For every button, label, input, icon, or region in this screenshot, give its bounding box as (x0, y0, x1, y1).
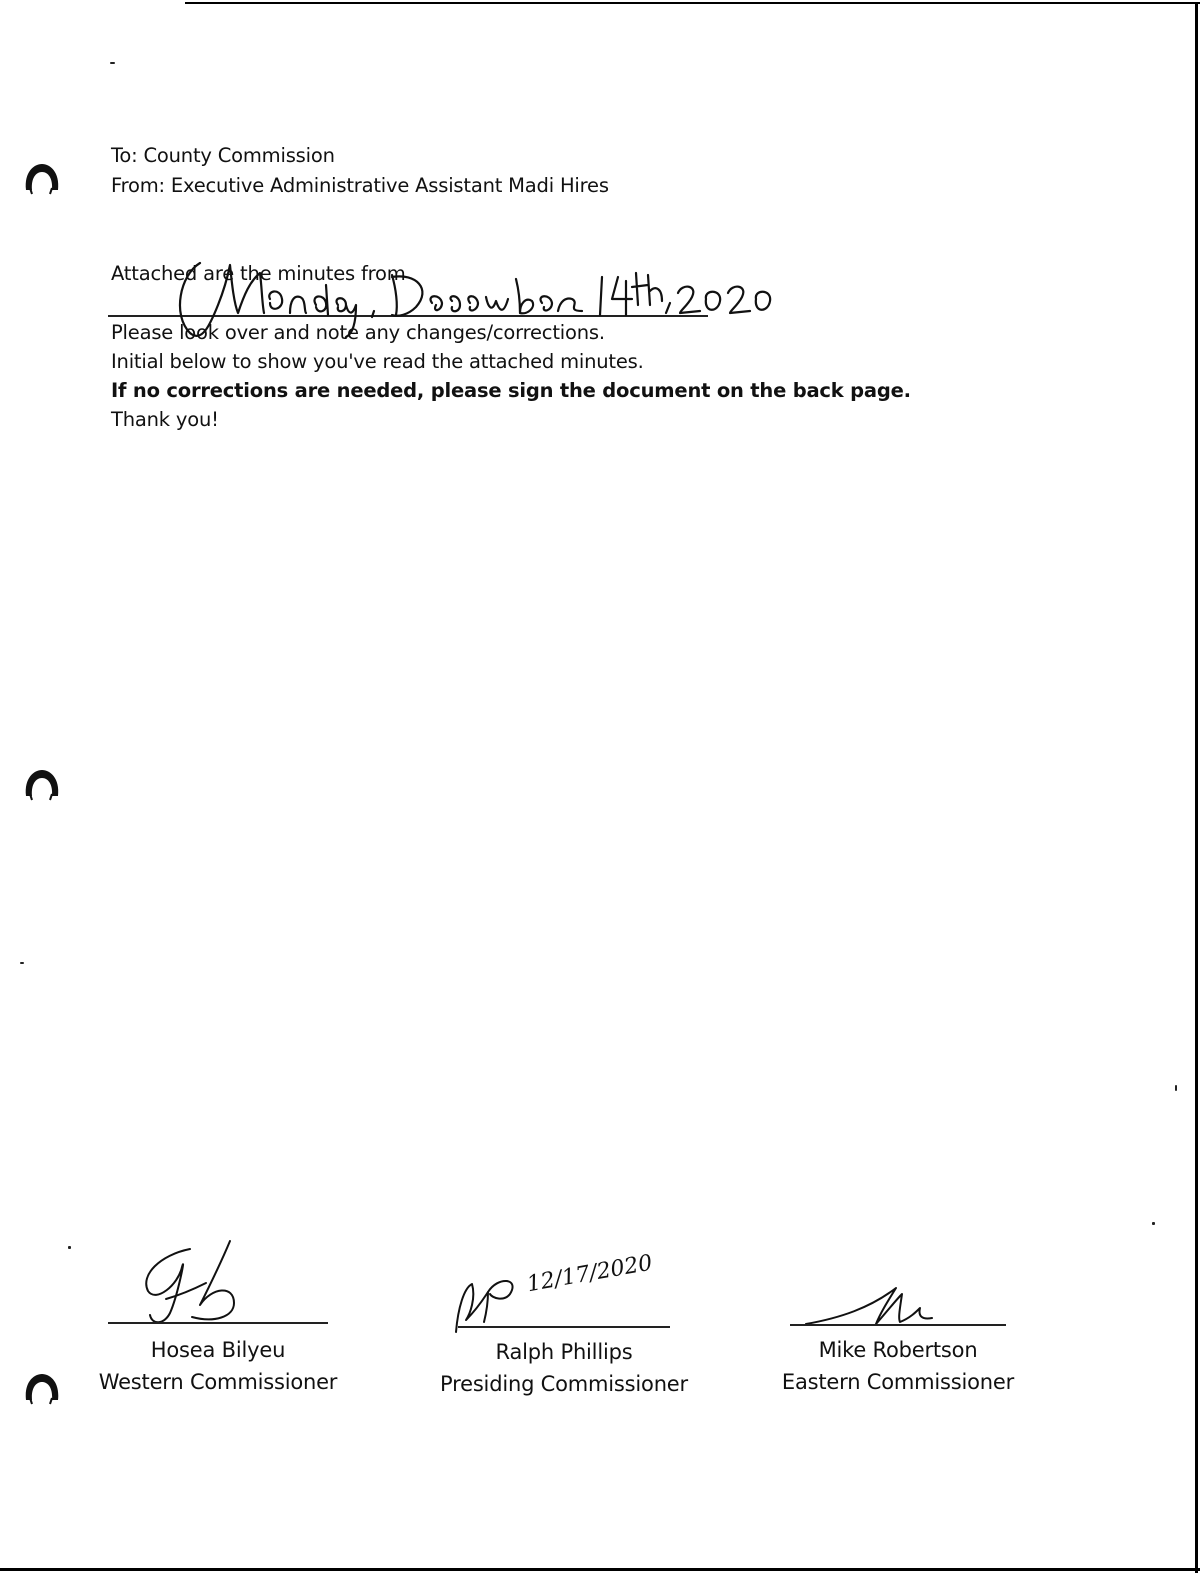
page-border-top (185, 2, 1200, 4)
scan-speck (110, 62, 115, 64)
signature-name-ralph: Ralph Phillips (495, 1340, 633, 1364)
scan-speck (20, 962, 24, 964)
signature-line-ralph (458, 1326, 670, 1328)
memo-thanks-line: Thank you! (111, 408, 219, 431)
scan-speck (68, 1246, 71, 1249)
signature-ralph-date: 12/17/2020 (525, 1250, 655, 1298)
memo-review-line: Please look over and note any changes/corrections. (111, 321, 605, 344)
punch-hole-icon (22, 160, 62, 196)
scan-speck (1152, 1222, 1155, 1225)
signature-name-mike: Mike Robertson (818, 1338, 978, 1362)
scan-speck (1175, 1085, 1177, 1091)
signature-line-hosea (108, 1322, 328, 1324)
signature-hosea-bilyeu-icon (130, 1235, 250, 1330)
memo-initial-line: Initial below to show you've read the attached minutes. (111, 350, 644, 373)
signature-title-hosea: Western Commissioner (98, 1370, 338, 1394)
page-border-right (1195, 2, 1198, 1573)
punch-hole-icon (22, 766, 62, 802)
signature-line-mike (790, 1324, 1006, 1326)
punch-hole-icon (22, 1370, 62, 1406)
memo-bold-line: If no corrections are needed, please sign the document on the back page. (111, 379, 911, 402)
signature-title-mike: Eastern Commissioner (781, 1370, 1015, 1394)
signature-title-ralph: Presiding Commissioner (440, 1372, 688, 1396)
page-border-bottom (0, 1568, 1200, 1571)
signature-ralph-phillips-icon (448, 1268, 528, 1338)
attached-prefix: Attached are the minutes from (111, 262, 406, 285)
memo-to: To: County Commission (111, 144, 335, 167)
memo-from: From: Executive Administrative Assistant Madi Hires (111, 174, 609, 197)
signature-name-hosea: Hosea Bilyeu (150, 1338, 286, 1362)
